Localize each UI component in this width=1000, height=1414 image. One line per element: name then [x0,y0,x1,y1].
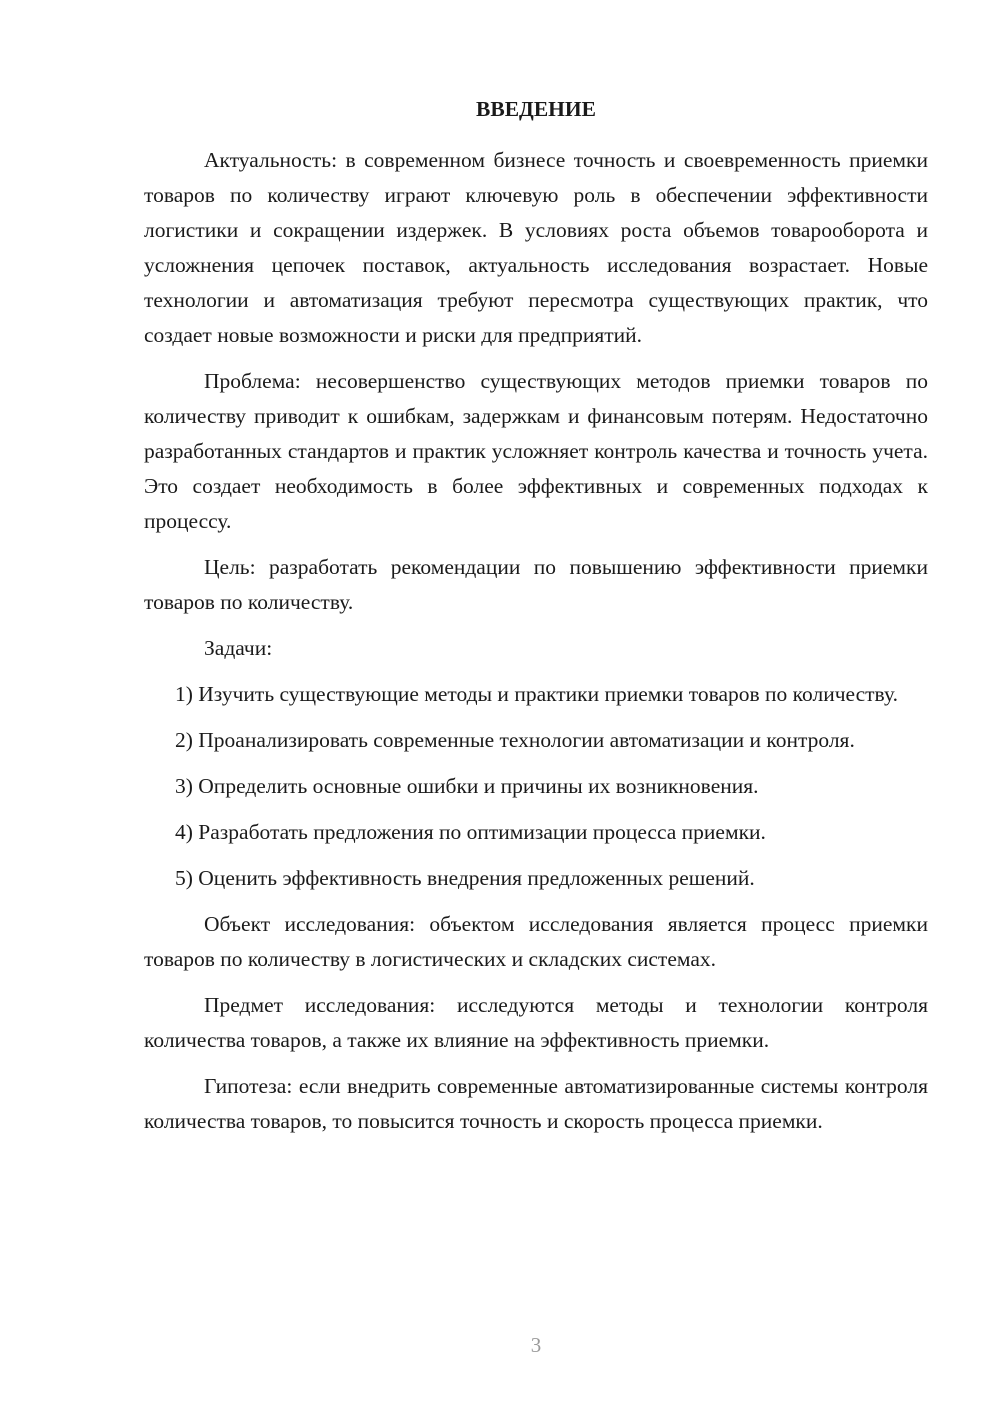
document-page [144,92,928,1150]
list-item: 5) Оценить эффективность внедрения предложенных решений. [175,866,755,890]
paragraph-subject: Предмет исследования: исследуются методы и технологии контроля количества товаров, а также их влияние на эффективность приемки. [144,993,928,1052]
paragraph-relevance: Актуальность: в современном бизнесе точность и своевременность приемки товаров по количеству играют ключевую роль в обеспечении эффективности логистики и сокращении издержек. В условиях роста объемов товарооборота и усложнения цепочек поставок, актуальность исследования возрастает. Новые технологии и автоматизация требуют пересмотра существующих практик, что создает новые возможности и риски для предприятий. [144,148,928,347]
tasks-list [144,677,928,896]
tasks-title: Задачи: [204,636,273,660]
page-number: 3 [530,1333,542,1357]
list-item: 1) Изучить существующие методы и практики приемки товаров по количеству. [175,682,898,706]
list-item: 2) Проанализировать современные технологии автоматизации и контроля. [175,728,855,752]
paragraph-goal: Цель: разработать рекомендации по повышению эффективности приемки товаров по количеству. [144,555,928,614]
paragraph-hypothesis: Гипотеза: если внедрить современные автоматизированные системы контроля количества товаров, то повысится точность и скорость процесса приемки. [144,1074,928,1133]
page-title: ВВЕДЕНИЕ [476,97,596,121]
list-item: 4) Разработать предложения по оптимизации процесса приемки. [175,820,766,844]
paragraph-object: Объект исследования: объектом исследования является процесс приемки товаров по количеству в логистических и складских системах. [144,912,928,971]
paragraph-problem: Проблема: несовершенство существующих методов приемки товаров по количеству приводит к ошибкам, задержкам и финансовым потерям. Недостаточно разработанных стандартов и практик усложняет контроль качества и точность учета. Это создает необходимость в более эффективных и современных подходах к процессу. [144,369,928,533]
list-item: 3) Определить основные ошибки и причины их возникновения. [175,774,759,798]
